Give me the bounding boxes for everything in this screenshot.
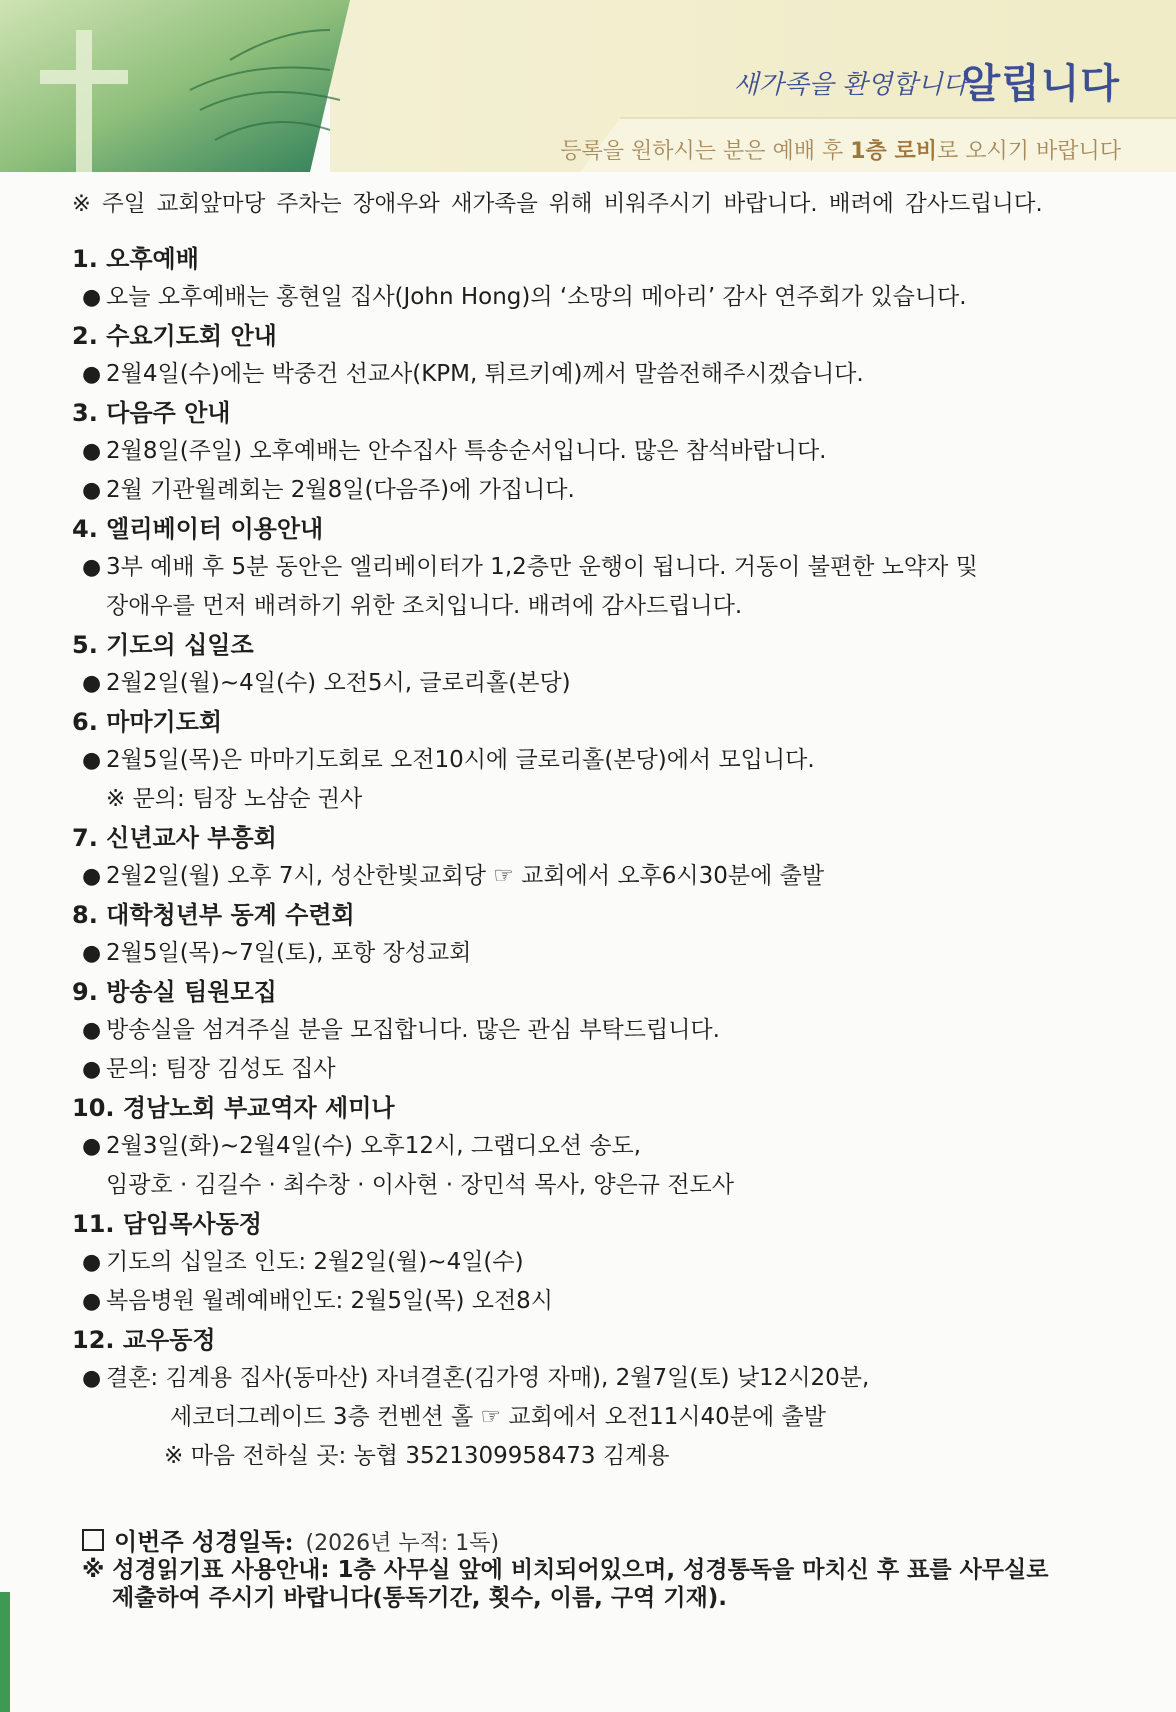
notice-contact-note: ※ 마음 전하실 곳: 농협 3521309958473 김계용	[164, 1443, 670, 1469]
notice-title: 7. 신년교사 부흥회	[72, 824, 277, 852]
notice-line: ● 2월5일(목)~7일(토), 포항 장성교회	[72, 934, 1132, 973]
notice-title: 8. 대학청년부 동계 수련회	[72, 901, 355, 929]
notice-line: ● 2월4일(수)에는 박중건 선교사(KPM, 튀르키예)께서 말씀전해주시겠습니다.	[72, 355, 1132, 394]
side-accent-bar	[0, 1592, 10, 1712]
bullet-icon: ●	[82, 555, 102, 580]
bible-reading-count: (2026년 누적: 1독)	[305, 1531, 500, 1556]
notice-line: ● 방송실을 섬겨주실 분을 모집합니다. 많은 관심 부탁드립니다.	[72, 1011, 1132, 1050]
header-banner	[0, 0, 1176, 172]
bible-reading	[82, 1522, 499, 1557]
bible-guide-line: 제출하여 주시기 바랍니다(통독기간, 횟수, 이름, 구역 기재).	[112, 1585, 728, 1611]
parking-notice: ※ 주일 교회앞마당 주차는 장애우와 새가족을 위해 비워주시기 바랍니다. 배려에 감사드립니다.	[72, 191, 1043, 217]
bullet-icon: ●	[82, 439, 102, 464]
notice-title: 3. 다음주 안내	[72, 399, 231, 427]
notice-list	[72, 240, 1132, 1476]
notice-title: 9. 방송실 팀원모집	[72, 978, 277, 1006]
bullet-icon: ●	[82, 864, 102, 889]
notice-title: 6. 마마기도회	[72, 708, 223, 736]
bullet-icon: ●	[82, 1057, 102, 1082]
bullet-icon: ●	[82, 1366, 102, 1391]
notice-line: ● 2월3일(화)~2월4일(수) 오후12시, 그랩디오션 송도,	[72, 1127, 1132, 1166]
notice-line: ● 2월2일(월) 오후 7시, 성산한빛교회당 ☞ 교회에서 오후6시30분에 출발	[72, 857, 1132, 896]
notice-title: 5. 기도의 십일조	[72, 631, 254, 659]
notice-line-continued: 임광호 · 김길수 · 최수창 · 이사현 · 장민석 목사, 양은규 전도사	[106, 1172, 734, 1198]
registration-note-pre: 등록을 원하시는 분은 예배 후	[560, 139, 851, 164]
notice-title: 11. 담임목사동정	[72, 1210, 262, 1238]
notice-line-continued: 장애우를 먼저 배려하기 위한 조치입니다. 배려에 감사드립니다.	[106, 593, 743, 619]
notice-title: 10. 경남노회 부교역자 세미나	[72, 1094, 395, 1122]
notice-line: ● 복음병원 월례예배인도: 2월5일(목) 오전8시	[72, 1282, 1132, 1321]
notice-line: ● 3부 예배 후 5분 동안은 엘리베이터가 1,2층만 운행이 됩니다. 거동이 불편한 노약자 및	[72, 548, 1132, 587]
notice-item	[72, 819, 1132, 896]
bullet-icon: ●	[82, 285, 102, 310]
bible-guide	[82, 1556, 1122, 1612]
notice-item	[72, 317, 1132, 394]
notice-item	[72, 973, 1132, 1089]
bullet-icon: ●	[82, 362, 102, 387]
notice-item	[72, 1321, 1132, 1476]
bible-reading-label: 이번주 성경일독:	[114, 1527, 294, 1556]
bullet-icon: ●	[82, 1250, 102, 1275]
bullet-icon: ●	[82, 671, 102, 696]
bullet-icon: ●	[82, 941, 102, 966]
notice-line: ● 2월2일(월)~4일(수) 오전5시, 글로리홀(본당)	[72, 664, 1132, 703]
notice-item	[72, 703, 1132, 819]
notice-title: 12. 교우동정	[72, 1326, 216, 1354]
checkbox-icon[interactable]	[82, 1529, 104, 1551]
notice-item	[72, 1089, 1132, 1205]
notice-title: 4. 엘리베이터 이용안내	[72, 515, 324, 543]
bullet-icon: ●	[82, 478, 102, 503]
welcome-text: 새가족을 환영합니다.	[733, 70, 976, 100]
notice-title: 1. 오후예배	[72, 245, 199, 273]
notice-line: ● 2월 기관월례회는 2월8일(다음주)에 가집니다.	[72, 471, 1132, 510]
notice-contact-note: ※ 문의: 팀장 노삼순 권사	[106, 786, 363, 812]
bible-guide-line: ※ 성경읽기표 사용안내: 1층 사무실 앞에 비치되어있으며, 성경통독을 마치신 후 표를 사무실로	[82, 1557, 1049, 1583]
registration-note-post: 로 오시기 바랍니다	[936, 139, 1121, 164]
notice-line: ● 문의: 팀장 김성도 집사	[72, 1050, 1132, 1089]
notice-item	[72, 510, 1132, 626]
notice-line: ● 오늘 오후예배는 홍현일 집사(John Hong)의 ‘소망의 메아리’ 감사 연주회가 있습니다.	[72, 278, 1132, 317]
bullet-icon: ●	[82, 1134, 102, 1159]
notice-item	[72, 896, 1132, 973]
notice-line-continued: 세코더그레이드 3층 컨벤션 홀 ☞ 교회에서 오전11시40분에 출발	[170, 1404, 826, 1430]
notice-title: 2. 수요기도회 안내	[72, 322, 277, 350]
bullet-icon: ●	[82, 1018, 102, 1043]
notice-item	[72, 1205, 1132, 1321]
notice-line: ● 기도의 십일조 인도: 2월2일(월)~4일(수)	[72, 1243, 1132, 1282]
registration-note	[560, 134, 1121, 165]
page-title: 알립니다	[961, 61, 1120, 107]
notice-line: ● 결혼: 김계용 집사(동마산) 자녀결혼(김가영 자매), 2월7일(토) 낮12시20분,	[72, 1359, 1132, 1398]
notice-item	[72, 626, 1132, 703]
notice-item	[72, 394, 1132, 510]
notice-line: ● 2월8일(주일) 오후예배는 안수집사 특송순서입니다. 많은 참석바랍니다.	[72, 432, 1132, 471]
notice-line: ● 2월5일(목)은 마마기도회로 오전10시에 글로리홀(본당)에서 모입니다.	[72, 741, 1132, 780]
registration-note-location: 1층 로비	[850, 139, 937, 164]
bullet-icon: ●	[82, 1289, 102, 1314]
notice-item	[72, 240, 1132, 317]
bullet-icon: ●	[82, 748, 102, 773]
